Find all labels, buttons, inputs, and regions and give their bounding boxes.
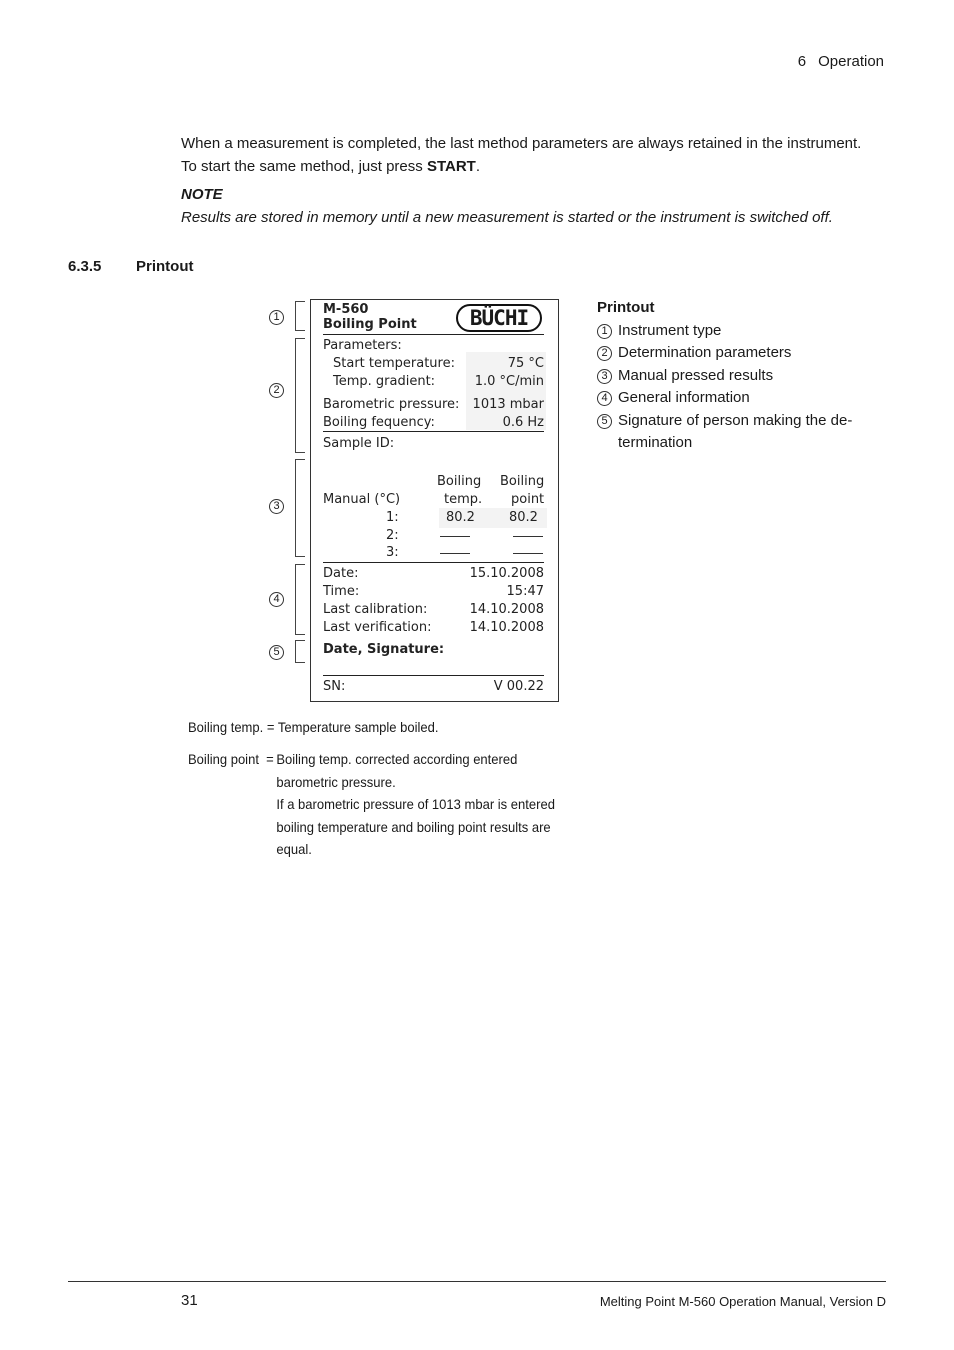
- empty-dash: [440, 536, 470, 537]
- start-temp-label: Start temperature:: [333, 356, 455, 371]
- printout-model: M-560: [323, 302, 369, 317]
- footer-rule: [68, 1281, 886, 1282]
- intro-line-2: [181, 155, 901, 178]
- manual-title: Melting Point M-560 Operation Manual, Version D: [599, 1294, 886, 1309]
- empty-dash: [440, 553, 470, 554]
- col-boiling-temp-2: temp.: [444, 492, 483, 507]
- legend-item: [597, 387, 852, 410]
- definitions: [188, 716, 555, 857]
- section-heading: [68, 258, 194, 275]
- start-keyword: START: [426, 158, 476, 175]
- row-index: 3:: [386, 545, 399, 560]
- time-value: 15:47: [506, 584, 544, 599]
- callout-3: 3: [269, 499, 284, 514]
- bracket-1: [295, 301, 305, 331]
- callout-4: 4: [269, 592, 284, 607]
- calibration-label: Last calibration:: [323, 602, 428, 617]
- bracket-4: [295, 564, 305, 635]
- definition-line: boiling temperature and boiling point results are: [276, 818, 551, 835]
- note-title: NOTE: [181, 186, 223, 203]
- definition-line: equal.: [276, 841, 312, 857]
- divider: [323, 431, 544, 432]
- gradient-label: Temp. gradient:: [333, 374, 436, 389]
- calibration-value: 14.10.2008: [469, 602, 544, 617]
- start-temp-value: 75 °C: [507, 356, 544, 371]
- buchi-logo: BÜCHI: [456, 304, 542, 332]
- bracket-2: [295, 338, 305, 453]
- frequency-value: 0.6 Hz: [502, 415, 544, 430]
- empty-dash: [513, 536, 543, 537]
- date-value: 15.10.2008: [469, 566, 544, 581]
- intro-line-2-text: To start the same method, just press: [181, 158, 427, 175]
- callout-5: 5: [269, 645, 284, 660]
- row-index: 2:: [386, 528, 399, 543]
- row-point: 80.2: [509, 510, 538, 525]
- section-title: Printout: [136, 258, 194, 275]
- verification-value: 14.10.2008: [469, 620, 544, 635]
- chapter-title: Operation: [818, 53, 884, 70]
- running-header: [798, 53, 884, 70]
- boiling-temp-definition: Boiling temp. = Temperature sample boiled.: [188, 719, 439, 735]
- bracket-5: [295, 640, 305, 663]
- time-label: Time:: [323, 584, 360, 599]
- signature-label: Date, Signature:: [323, 642, 445, 657]
- version-value: V 00.22: [493, 679, 544, 694]
- definition-line: barometric pressure.: [276, 773, 396, 790]
- page-number: 31: [181, 1292, 198, 1309]
- divider: [323, 675, 544, 676]
- sample-id-label: Sample ID:: [323, 436, 395, 451]
- legend-item-text: Determination parameters: [618, 344, 792, 361]
- divider: [323, 562, 544, 563]
- verification-label: Last verification:: [323, 620, 432, 635]
- definition-line: Boiling temp. corrected according entered: [276, 751, 518, 767]
- legend-callout: 4: [597, 391, 612, 406]
- sn-label: SN:: [323, 679, 346, 694]
- legend-item-text: General information: [618, 389, 750, 406]
- legend-callout: 2: [597, 346, 612, 361]
- intro-line-2-suffix: .: [475, 158, 481, 175]
- printout-legend: [597, 297, 852, 455]
- pressure-label: Barometric pressure:: [323, 397, 460, 412]
- parameters-label: Parameters:: [323, 338, 402, 353]
- definition-line: If a barometric pressure of 1013 mbar is entered: [276, 796, 555, 812]
- chapter-number: 6: [797, 53, 807, 70]
- divider: [323, 334, 544, 335]
- legend-item-continuation: termination: [618, 434, 693, 451]
- row-index: 1:: [386, 510, 399, 525]
- empty-dash: [513, 553, 543, 554]
- col-boiling-point-2: point: [511, 492, 545, 507]
- section-number: 6.3.5: [68, 258, 102, 275]
- intro-paragraph: [181, 132, 901, 178]
- row-temp: 80.2: [446, 510, 475, 525]
- boiling-point-text: [276, 748, 564, 861]
- legend-item-text: Signature of person making the de-: [618, 411, 853, 429]
- printout-figure: [310, 299, 559, 702]
- manual-label: Manual (°C): [323, 492, 401, 507]
- legend-callout: 5: [597, 414, 612, 429]
- legend-item-text: Manual pressed results: [618, 366, 774, 384]
- callout-1: 1: [269, 310, 284, 325]
- legend-callout: 1: [597, 324, 612, 339]
- date-label: Date:: [323, 566, 359, 581]
- legend-title: Printout: [597, 299, 655, 316]
- legend-item: [597, 342, 852, 365]
- bracket-3: [295, 459, 305, 557]
- gradient-value: 1.0 °C/min: [474, 374, 544, 389]
- legend-item: [597, 320, 852, 343]
- intro-line-1: When a measurement is completed, the last method parameters are always retained in the instrument.: [181, 135, 862, 152]
- pressure-value: 1013 mbar: [472, 397, 544, 412]
- boiling-point-label: Boiling point =: [188, 751, 274, 767]
- note-text: Results are stored in memory until a new measurement is started or the instrument is switched off.: [181, 209, 833, 226]
- frequency-label: Boiling fequency:: [323, 415, 435, 430]
- col-boiling-temp-1: Boiling: [437, 474, 482, 489]
- printout-mode: Boiling Point: [323, 317, 417, 332]
- legend-item: [597, 410, 852, 433]
- legend-item: [597, 365, 852, 388]
- legend-item-text: Instrument type: [618, 321, 722, 339]
- legend-callout: 3: [597, 369, 612, 384]
- col-boiling-point-1: Boiling: [500, 474, 545, 489]
- callout-2: 2: [269, 383, 284, 398]
